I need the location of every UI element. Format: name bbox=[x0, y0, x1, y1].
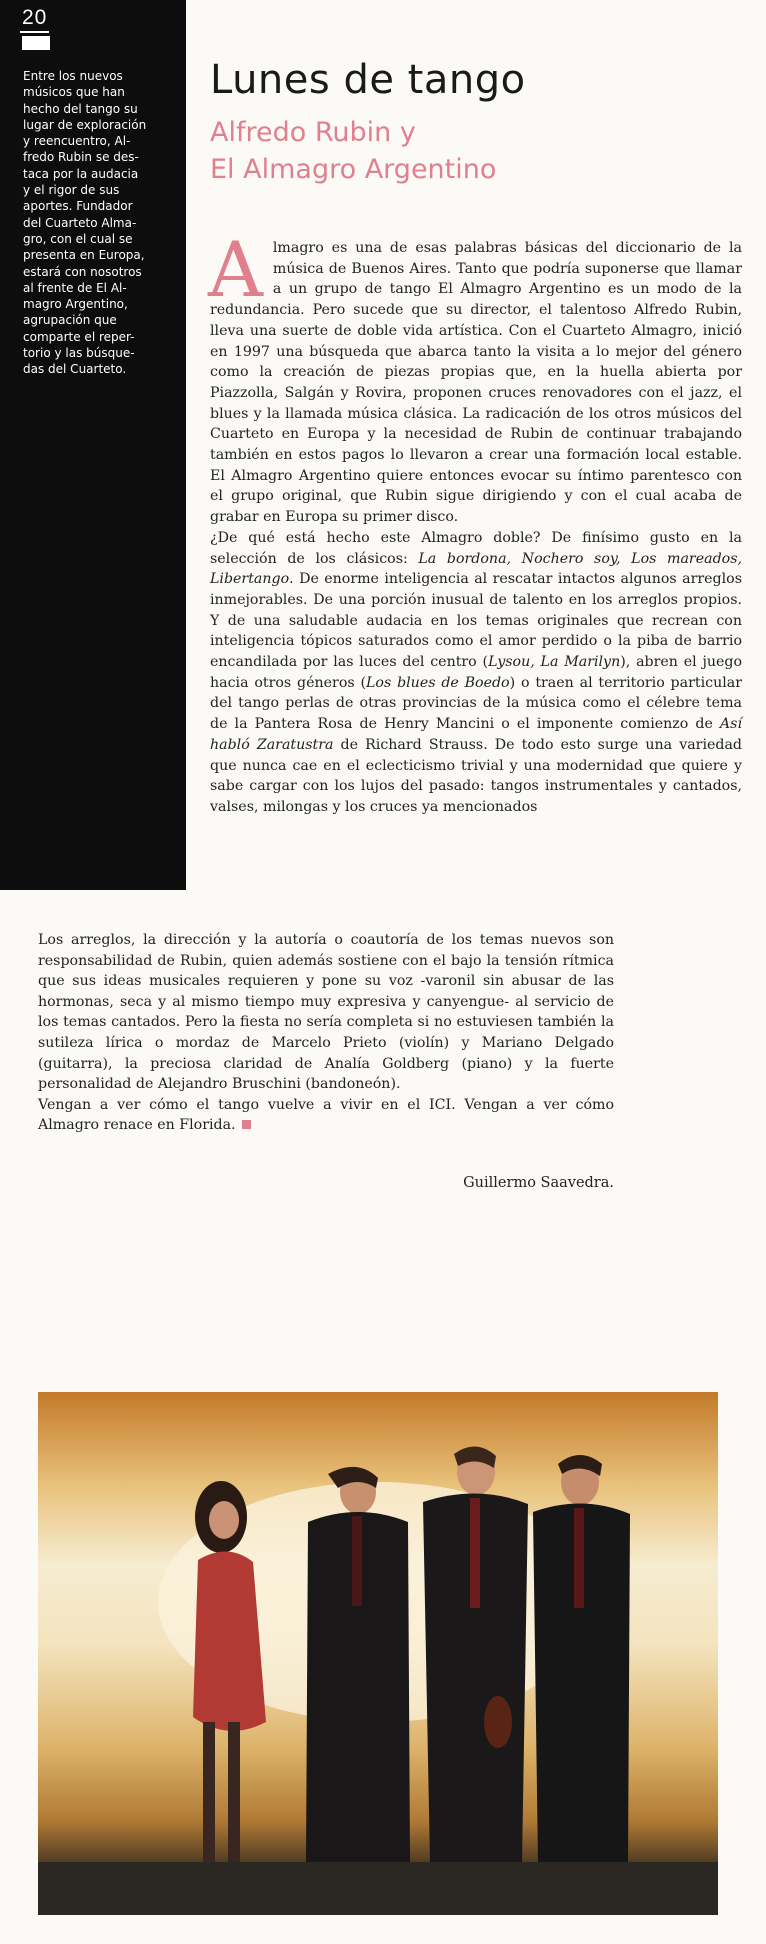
paragraph-3: Los arreglos, la dirección y la autoría o coautoría de los temas nuevos son responsabilidad de Rubin, quien además sostiene con el bajo la tensión rítmica que sus ideas musicales requieren y pone su voz -varonil sin abusar de las hormonas, seca y al mismo tiempo muy expresiva y canyengue- al servicio de los temas cantados. Pero la fiesta no sería completa si no estuviesen también la sutileza lírica o mordaz de Marcelo Prieto (violín) y Mariano Delgado (guitarra), la preciosa claridad de Analía Goldberg (piano) y la fuerte personalidad de Alejandro Bruschini (bandoneón). bbox=[38, 932, 614, 1093]
author-signature: Guillermo Saavedra. bbox=[463, 1175, 614, 1191]
article-title: Lunes de tango bbox=[210, 57, 526, 103]
page-number-bar bbox=[22, 36, 50, 50]
paragraph-2: ¿De qué está hecho este Almagro doble? De finísimo gusto en la selección de los clásicos: La bordona, Nochero soy, Los mareados, Libertango. De enorme inteligencia al rescatar intactos algunos arreglos inmejorables. De una porción inusual de talento en los arreglos propios. Y de una saludable audacia en los temas originales que recrean con inteligencia tópicos saturados como el amor perdido o la piba de barrio encandilada por las luces del centro (Lysou, La Marilyn), abren el juego hacia otros géneros (Los blues de Boedo) o traen al territorio particular del tango perlas de otras provincias de la música como el célebre tema de la Pantera Rosa de Henry Mancini o el imponente comienzo de Así habló Zaratustra de Richard Strauss. De todo esto surge una variedad que nunca cae en el eclecticismo trivial y una modernidad que quiere y sabe cargar con los lujos del pasado: tangos instrumentales y cantados, valses, milongas y los cruces ya mencionados bbox=[210, 529, 743, 815]
paragraph-1: Almagro es una de esas palabras básicas del diccionario de la música de Buenos Aires. Tanto que podría suponerse que llamar a un grupo de tango El Almagro Argentino es un modo de la redundancia. Pero sucede que su director, el talentoso Alfredo Rubin, lleva una suerte de doble vida artística. Con el Cuarteto Almagro, inició en 1997 una búsqueda que abarca tanto la visita a lo mejor del género como la creación de piezas propias que, en la huella abierta por Piazzolla, Salgán y Rovira, proponen cruces renovadores con el jazz, el blues y la llamada música clásica. La radicación de los otros músicos del Cuarteto en Europa y la necesidad de Rubin de continuar trabajando también en estos pagos lo llevaron a crear una formación local estable. El Almagro Argentino quiere entonces evocar su íntimo parentesco con el grupo original, que Rubin sigue dirigiendo y con el cual acaba de grabar en Europa su primer disco. bbox=[208, 225, 742, 526]
band-photo-illustration bbox=[38, 1392, 718, 1915]
drop-cap: A bbox=[208, 225, 263, 314]
article-body-top bbox=[208, 225, 743, 818]
man-figure-1 bbox=[306, 1467, 410, 1862]
paragraph-4: Vengan a ver cómo el tango vuelve a vivir en el ICI. Vengan a ver cómo Almagro renace en Florida. bbox=[38, 1096, 614, 1134]
band-photo bbox=[38, 1392, 718, 1915]
article-body-bottom bbox=[38, 930, 614, 1136]
end-mark-icon bbox=[242, 1120, 251, 1129]
sidebar-intro-text: Entre los nuevos músicos que han hecho del tango su lugar de exploración y reencuentro, Al- fredo Rubin se des- taca por la audacia y el rigor de sus aportes. Fundador del Cuarteto Alma- gro, con el cual se presenta en Europa, estará con nosotros al frente de El Al- magro Argentino, agrupación que comparte el reper- torio y las búsque- das del Cuarteto. bbox=[23, 69, 147, 377]
sidebar bbox=[0, 0, 186, 890]
man-figure-3 bbox=[533, 1455, 630, 1862]
man-figure-2 bbox=[423, 1446, 528, 1862]
article-subtitle: Alfredo Rubin y El Almagro Argentino bbox=[210, 117, 497, 185]
page-number: 20 bbox=[20, 6, 49, 33]
